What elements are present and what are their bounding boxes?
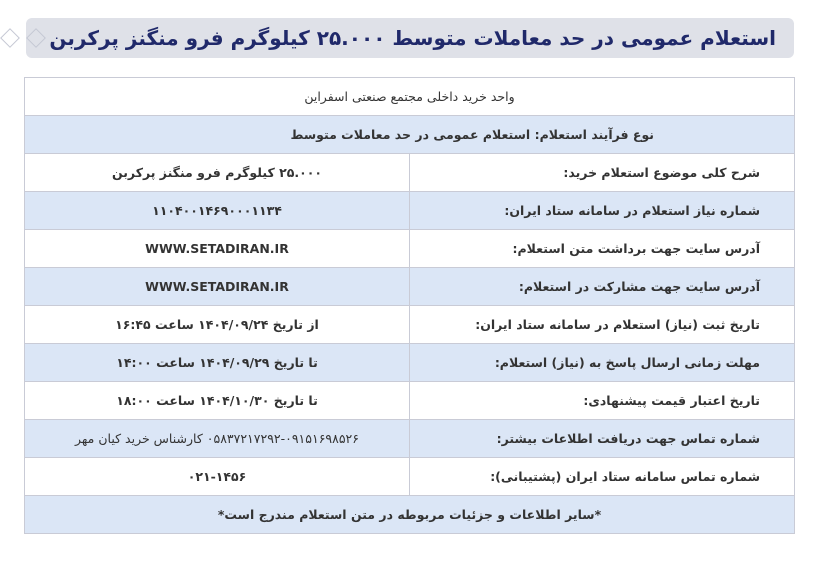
table-row [26,192,796,230]
process-type-label: نوع فرآیند استعلام: [535,127,655,142]
table-row [26,78,796,116]
decorative-ornament [0,31,50,45]
page-title: استعلام عمومی در حد معاملات متوسط ۲۵.۰۰۰ کیلوگرم فرو منگنز پرکربن [50,26,777,50]
row-value: ۰۲۱-۱۴۵۶ [26,458,411,496]
row-label: آدرس سایت جهت مشارکت در استعلام: [411,268,796,306]
row-label: شرح کلی موضوع استعلام خرید: [411,154,796,192]
row-label: مهلت زمانی ارسال پاسخ به (نیاز) استعلام: [411,344,796,382]
contact-person: کارشناس خرید کیان مهر [76,431,204,446]
title-bar [27,18,795,58]
footer-note: *سایر اطلاعات و جزئیات مربوطه در متن استعلام مندرج است* [26,496,796,534]
row-value: تا تاریخ ۱۴۰۴/۱۰/۳۰ ساعت ۱۸:۰۰ [26,382,411,420]
table-row [26,344,796,382]
row-label: آدرس سایت جهت برداشت متن استعلام: [411,230,796,268]
row-label: تاریخ اعتبار قیمت پیشنهادی: [411,382,796,420]
row-value: از تاریخ ۱۴۰۴/۰۹/۲۴ ساعت ۱۶:۴۵ [26,306,411,344]
process-type-value: استعلام عمومی در حد معاملات متوسط [291,127,532,142]
row-label: شماره تماس سامانه ستاد ایران (پشتیبانی): [411,458,796,496]
row-value: WWW.SETADIRAN.IR [26,268,411,306]
row-label: تاریخ ثبت (نیاز) استعلام در سامانه ستاد ایران: [411,306,796,344]
table-row [26,458,796,496]
row-label: شماره تماس جهت دریافت اطلاعات بیشتر: [411,420,796,458]
table-row [26,382,796,420]
contact-numbers: ۰۵۸۳۷۲۱۷۲۹۲-۰۹۱۵۱۶۹۸۵۲۶ [207,431,360,446]
table-row [26,268,796,306]
organization-cell: واحد خرید داخلی مجتمع صنعتی اسفراین [26,78,796,116]
table-row [26,154,796,192]
table-row [26,306,796,344]
row-label: شماره نیاز استعلام در سامانه ستاد ایران: [411,192,796,230]
row-value: ۲۵.۰۰۰ کیلوگرم فرو منگنز پرکربن [26,154,411,192]
row-value: ۱۱۰۴۰۰۱۴۶۹۰۰۰۱۱۳۴ [26,192,411,230]
row-value: WWW.SETADIRAN.IR [26,230,411,268]
diamond-icon [27,28,47,48]
table-row [26,496,796,534]
inquiry-table [25,77,796,534]
diamond-icon [1,28,21,48]
row-value: تا تاریخ ۱۴۰۴/۰۹/۲۹ ساعت ۱۴:۰۰ [26,344,411,382]
table-row [26,230,796,268]
table-row [26,116,796,154]
contact-value-cell [26,420,411,458]
process-type-cell [26,116,796,154]
table-row [26,420,796,458]
